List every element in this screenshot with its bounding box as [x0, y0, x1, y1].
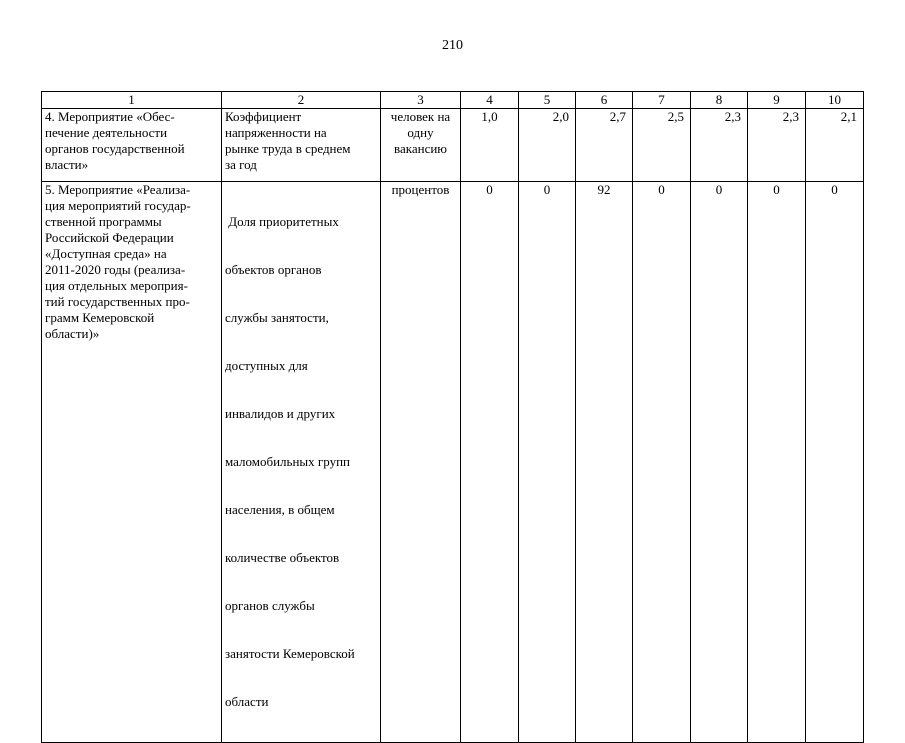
event-text-line: 5. Мероприятие «Реализа- [45, 182, 191, 197]
column-header: 4 [461, 92, 519, 109]
unit-text-line: процентов [391, 182, 450, 197]
value-cell: 1,0 [461, 109, 519, 182]
event-text-line: грамм Кемеровской [45, 310, 155, 325]
indicator-text-line: населения, в общем [225, 502, 335, 517]
column-header: 8 [691, 92, 748, 109]
column-header: 5 [519, 92, 576, 109]
column-header: 10 [806, 92, 864, 109]
event-text-line: 4. Мероприятие «Обес- [45, 109, 175, 124]
event-text-line: «Доступная среда» на [45, 246, 167, 261]
unit-text-line: одну [407, 125, 434, 140]
value-cell: 2,3 [748, 109, 806, 182]
indicator-text-line: области [225, 694, 269, 709]
indicators-table [41, 91, 864, 743]
value-cell: 2,0 [519, 109, 576, 182]
event-text-line: тий государственных про- [45, 294, 190, 309]
event-cell [42, 182, 222, 743]
indicator-text-line: объектов органов [225, 262, 322, 277]
column-header: 7 [633, 92, 691, 109]
indicator-text-line: рынке труда в среднем [225, 141, 351, 156]
indicator-text-line: Доля приоритетных [225, 214, 339, 229]
indicator-text-line: маломобильных групп [225, 454, 350, 469]
indicator-text-line: службы занятости, [225, 310, 329, 325]
unit-text-line: вакансию [393, 141, 448, 156]
indicator-text-line: занятости Кемеровской [225, 646, 355, 661]
event-text-line: ственной программы [45, 214, 162, 229]
value-cell: 0 [519, 182, 576, 743]
value-cell: 2,7 [576, 109, 633, 182]
value-cell: 0 [691, 182, 748, 743]
event-text-line: власти» [45, 157, 89, 172]
table-header-row [42, 92, 864, 109]
indicator-text-line: за год [225, 157, 257, 172]
table-row [42, 182, 864, 743]
value-cell: 2,5 [633, 109, 691, 182]
unit-cell [381, 182, 461, 743]
indicator-text-line: доступных для [225, 358, 308, 373]
column-header: 1 [42, 92, 222, 109]
unit-cell [381, 109, 461, 182]
unit-text-line: человек на [390, 109, 451, 124]
event-text-line: 2011-2020 годы (реализа- [45, 262, 186, 277]
event-cell [42, 109, 222, 182]
indicator-text-line: количестве объектов [225, 550, 340, 565]
value-cell: 2,3 [691, 109, 748, 182]
column-header: 6 [576, 92, 633, 109]
column-header: 2 [222, 92, 381, 109]
value-cell: 92 [576, 182, 633, 743]
event-text-line: ция отдельных мероприя- [45, 278, 188, 293]
column-header: 9 [748, 92, 806, 109]
event-text-line: органов государственной [45, 141, 185, 156]
value-cell: 0 [633, 182, 691, 743]
table-row [42, 109, 864, 182]
indicator-text-line: органов службы [225, 598, 315, 613]
indicator-cell [222, 182, 381, 743]
value-cell: 0 [461, 182, 519, 743]
value-cell: 0 [748, 182, 806, 743]
event-text-line: Российской Федерации [45, 230, 174, 245]
indicator-text-line: инвалидов и других [225, 406, 336, 421]
event-text-line: печение деятельности [45, 125, 168, 140]
event-text-line: области)» [45, 326, 100, 341]
indicator-text-line: Коэффициент [225, 109, 302, 124]
value-cell: 2,1 [806, 109, 864, 182]
indicator-cell [222, 109, 381, 182]
indicator-text-line: напряженности на [225, 125, 327, 140]
page-number: 210 [442, 38, 463, 53]
event-text-line: ция мероприятий государ- [45, 198, 191, 213]
column-header: 3 [381, 92, 461, 109]
value-cell: 0 [806, 182, 864, 743]
